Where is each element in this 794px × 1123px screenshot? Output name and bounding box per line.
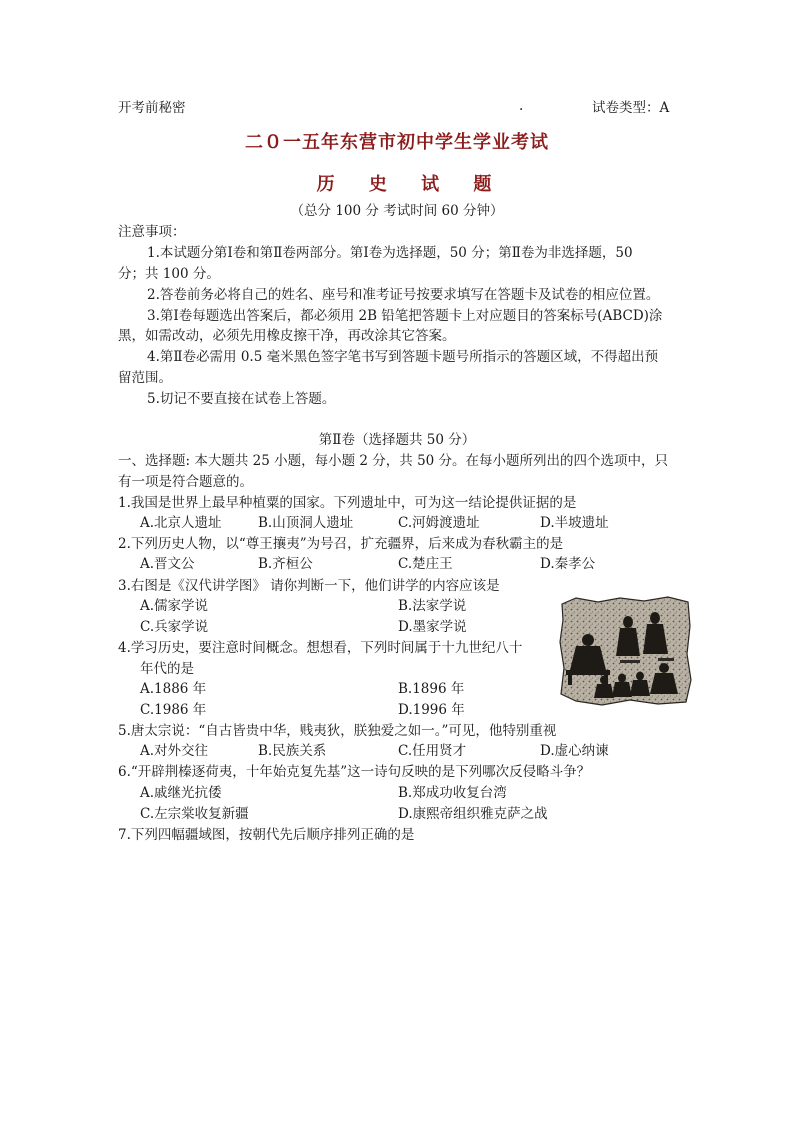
notice-item: 2.答卷前务必将自己的姓名、座号和准考证号按要求填写在答题卡及试卷的相应位置。: [147, 287, 660, 303]
option-b: B.1896 年: [398, 681, 465, 697]
exam-info: （总分 100 分 考试时间 60 分钟）: [290, 203, 504, 219]
notice-heading: 注意事项：: [118, 224, 186, 240]
header-dot: .: [519, 98, 524, 114]
option-d: D.墨家学说: [398, 619, 467, 635]
notice-item: 分；共 100 分。: [118, 266, 220, 282]
section-intro: 一、选择题: 本大题共 25 小题，每小题 2 分，共 50 分。在每小题所列出的四个选项中，只: [118, 453, 669, 469]
section-title: 第Ⅱ卷（选择题共 50 分）: [318, 432, 476, 448]
question-stem-cont: 年代的是: [140, 661, 194, 677]
exam-subtitle: 历 史 试 题: [316, 174, 506, 195]
han-lecture-rubbing-image: [558, 596, 692, 706]
option-c: C.任用贤才: [398, 743, 467, 759]
option-b: B.郑成功收复台湾: [398, 785, 507, 801]
option-d: D.康熙帝组织雅克萨之战: [398, 806, 548, 822]
question-stem: 2.下列历史人物，以“尊王攘夷”为号召，扩充疆界，后来成为春秋霸主的是: [118, 536, 564, 552]
option-c: C.楚庄王: [398, 556, 453, 572]
question-stem: 6.“开辟荆榛逐荷夷，十年始克复先基”这一诗句反映的是下列哪次反侵略斗争？: [118, 764, 591, 780]
option-c: C.兵家学说: [140, 619, 209, 635]
option-d: D.秦孝公: [540, 556, 596, 572]
option-d: D.1996 年: [398, 702, 465, 718]
option-b: B.民族关系: [258, 743, 327, 759]
option-b: B.齐桓公: [258, 556, 313, 572]
notice-item: 3.第Ⅰ卷每题选出答案后，都必须用 2B 铅笔把答题卡上对应题目的答案标号(ABCD)涂: [147, 308, 663, 324]
confidential-label: 开考前秘密: [118, 100, 186, 116]
notice-item: 黑，如需改动，必须先用橡皮擦干净，再改涂其它答案。: [118, 328, 456, 344]
section-intro: 有一项是符合题意的。: [118, 474, 253, 490]
question-stem: 7.下列四幅疆域图，按朝代先后顺序排列正确的是: [118, 827, 415, 843]
question-stem: 1.我国是世界上最早种植粟的国家。下列遗址中，可为这一结论提供证据的是: [118, 495, 577, 511]
option-d: D.虚心纳谏: [540, 743, 609, 759]
option-a: A.戚继光抗倭: [140, 785, 222, 801]
notice-item: 5.切记不要直接在试卷上答题。: [147, 391, 336, 407]
question-stem: 5.唐太宗说：“自古皆贵中华，贱夷狄，朕独爱之如一。”可见，他特别重视: [118, 723, 557, 739]
paper-type-label: 试卷类型：A: [592, 100, 670, 116]
exam-title: 二０一五年东营市初中学生学业考试: [245, 132, 549, 153]
option-a: A.对外交往: [140, 743, 209, 759]
notice-item: 1.本试题分第Ⅰ卷和第Ⅱ卷两部分。第Ⅰ卷为选择题，50 分；第Ⅱ卷为非选择题，50: [147, 245, 633, 261]
notice-item: 4.第Ⅱ卷必需用 0.5 毫米黑色签字笔书写到答题卡题号所指示的答题区域，不得超出预: [147, 349, 659, 365]
option-a: A.晋文公: [140, 556, 195, 572]
option-d: D.半坡遗址: [540, 515, 609, 531]
question-stem: 4.学习历史，要注意时间概念。想想看，下列时间属于十九世纪八十: [118, 640, 523, 656]
notice-item: 留范围。: [118, 370, 172, 386]
option-a: A.北京人遗址: [140, 515, 222, 531]
option-b: B.法家学说: [398, 598, 467, 614]
option-b: B.山顶洞人遗址: [258, 515, 354, 531]
option-c: C.河姆渡遗址: [398, 515, 480, 531]
question-stem: 3.右图是《汉代讲学图》 请你判断一下，他们讲学的内容应该是: [118, 578, 500, 594]
option-a: A.1886 年: [140, 681, 207, 697]
option-c: C.1986 年: [140, 702, 207, 718]
option-c: C.左宗棠收复新疆: [140, 806, 249, 822]
option-a: A.儒家学说: [140, 598, 209, 614]
